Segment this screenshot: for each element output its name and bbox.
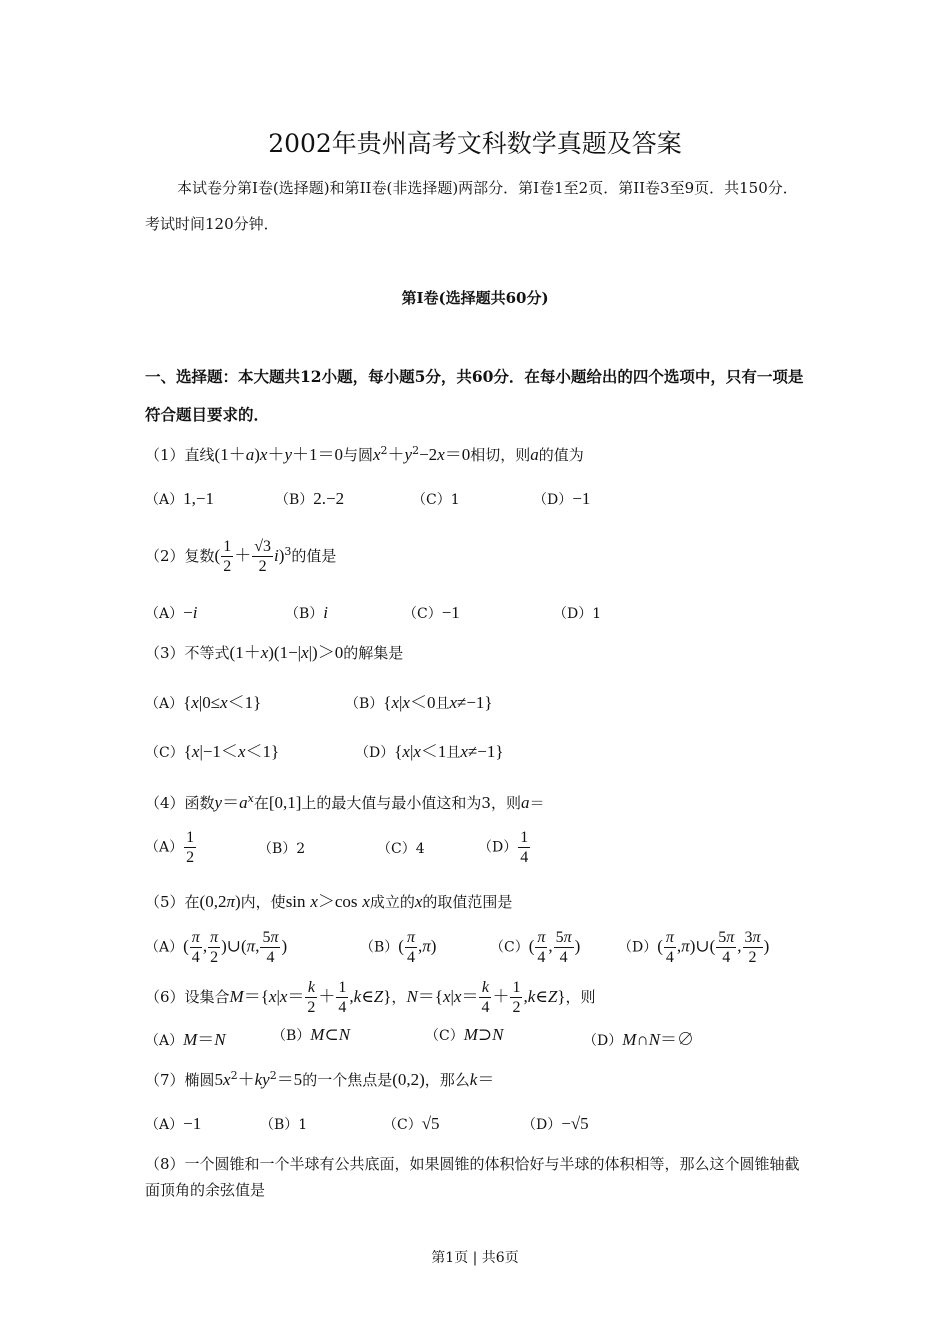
intro-paragraph xyxy=(145,170,805,242)
question-4-stem: （4）函数$y=a^x$在[0,1]上的最大值与最小值这和为3，则a＝ xyxy=(145,792,545,812)
question-6-option-b: （B）M⊂N xyxy=(272,1025,351,1044)
question-6-option-d: （D）M∩N＝∅ xyxy=(583,1030,695,1049)
question-4-option-d: （D） $\frac{1}{4}$ xyxy=(478,829,529,866)
question-4-option-c: （C）4 xyxy=(377,841,425,857)
question-5-option-d: （D）( $\frac{\pi}{4}$ ,π)∪( $\frac{5\pi}{4}$ , $\frac{3\pi}{2}$ ) xyxy=(618,929,770,966)
question-3 xyxy=(145,638,403,663)
question-7-option-a: （A）−1 xyxy=(145,1114,202,1133)
question-3-stem: （3）不等式(1＋x)(1−|x|)＞0的解集是 xyxy=(145,643,404,662)
question-2 xyxy=(145,537,336,576)
question-7-option-d: （D）−√5 xyxy=(522,1114,589,1133)
question-6-stem: （6）设集合M＝{x|x＝ $\frac{k}{2}$ ＋ $\frac{1}{4}$ ,k∈Z}，N＝{x|x＝ $\frac{k}{4}$ ＋ $\frac{1}{2}$ ,k∈Z}，则 xyxy=(145,979,596,1016)
page-title: 2002年贵州高考文科数学真题及答案 xyxy=(268,129,682,158)
question-5-option-b: （B）( $\frac{\pi}{4}$ ,π) xyxy=(360,929,437,966)
question-7-stem: （7）椭圆$5x^2+ky^2=5$的一个焦点是(0,2)，那么k＝ xyxy=(145,1069,495,1089)
question-5 xyxy=(145,887,512,912)
question-3-option-c: （C）{x|−1＜x＜1} xyxy=(145,742,280,761)
question-4-option-b: （B）2 xyxy=(258,841,306,857)
question-3-option-d: （D）{x|x＜1且x≠−1} xyxy=(355,742,504,761)
question-2-option-d: （D）1 xyxy=(553,606,602,622)
question-6-option-c: （C）M⊃N xyxy=(425,1025,504,1044)
page-footer: 第1页 | 共6页 xyxy=(431,1250,519,1266)
question-4 xyxy=(145,788,544,813)
section-title: 第Ⅰ卷(选择题共60分) xyxy=(401,289,549,307)
question-7-option-b: （B）1 xyxy=(260,1117,308,1133)
question-2-option-a: （A）−i xyxy=(145,603,198,622)
question-8 xyxy=(145,1151,810,1203)
question-6-option-a: （A）M＝N xyxy=(145,1030,226,1049)
question-3-option-b: （B）{x|x＜0且x≠−1} xyxy=(345,693,493,712)
question-1-option-d: （D）−1 xyxy=(533,489,591,508)
question-1-option-c: （C）1 xyxy=(412,492,460,508)
question-1 xyxy=(145,440,584,465)
question-7-option-c: （C）√5 xyxy=(383,1114,440,1133)
question-5-stem: （5）在(0,2π)内，使sin x＞cos x成立的x的取值范围是 xyxy=(145,892,513,911)
question-8-stem: （8）一个圆锥和一个半球有公共底面，如果圆锥的体积恰好与半球的体积相等，那么这个圆锥轴截面顶角的余弦值是 xyxy=(145,1155,800,1199)
part-heading: 一、选择题：本大题共12小题，每小题5分，共60分．在每小题给出的四个选项中，只有一项是符合题目要求的． xyxy=(145,367,804,424)
question-4-option-a: （A） $\frac{1}{2}$ xyxy=(145,829,195,866)
question-3-option-a: （A）{x|0≤x＜1} xyxy=(145,693,262,712)
question-1-stem: （1）直线(1＋a)x＋y＋1＝0与圆$x^2+y^2-2x=0$相切，则a的值为 xyxy=(145,444,584,464)
question-6 xyxy=(145,978,596,1017)
question-2-option-b: （B）i xyxy=(285,603,329,622)
question-5-option-c: （C）( $\frac{\pi}{4}$ , $\frac{5\pi}{4}$ ) xyxy=(490,929,581,966)
intro-text: 本试卷分第Ⅰ卷(选择题)和第II卷(非选择题)两部分．第Ⅰ卷1至2页．第II卷3至9页．共150分．考试时间120分钟． xyxy=(145,179,798,233)
question-2-stem: （2）复数( $\frac{1}{2}$ ＋ $\frac{√3}{2}$ i)$^3$的值是 xyxy=(145,538,337,575)
question-2-option-c: （C）−1 xyxy=(403,603,460,622)
question-1-option-b: （B）2.−2 xyxy=(275,489,345,508)
question-5-option-a: （A）( $\frac{\pi}{4}$ , $\frac{\pi}{2}$ )∪(π, $\frac{5\pi}{4}$ ) xyxy=(145,929,288,966)
question-1-option-a: （A）1,−1 xyxy=(145,489,214,508)
question-7 xyxy=(145,1065,494,1090)
